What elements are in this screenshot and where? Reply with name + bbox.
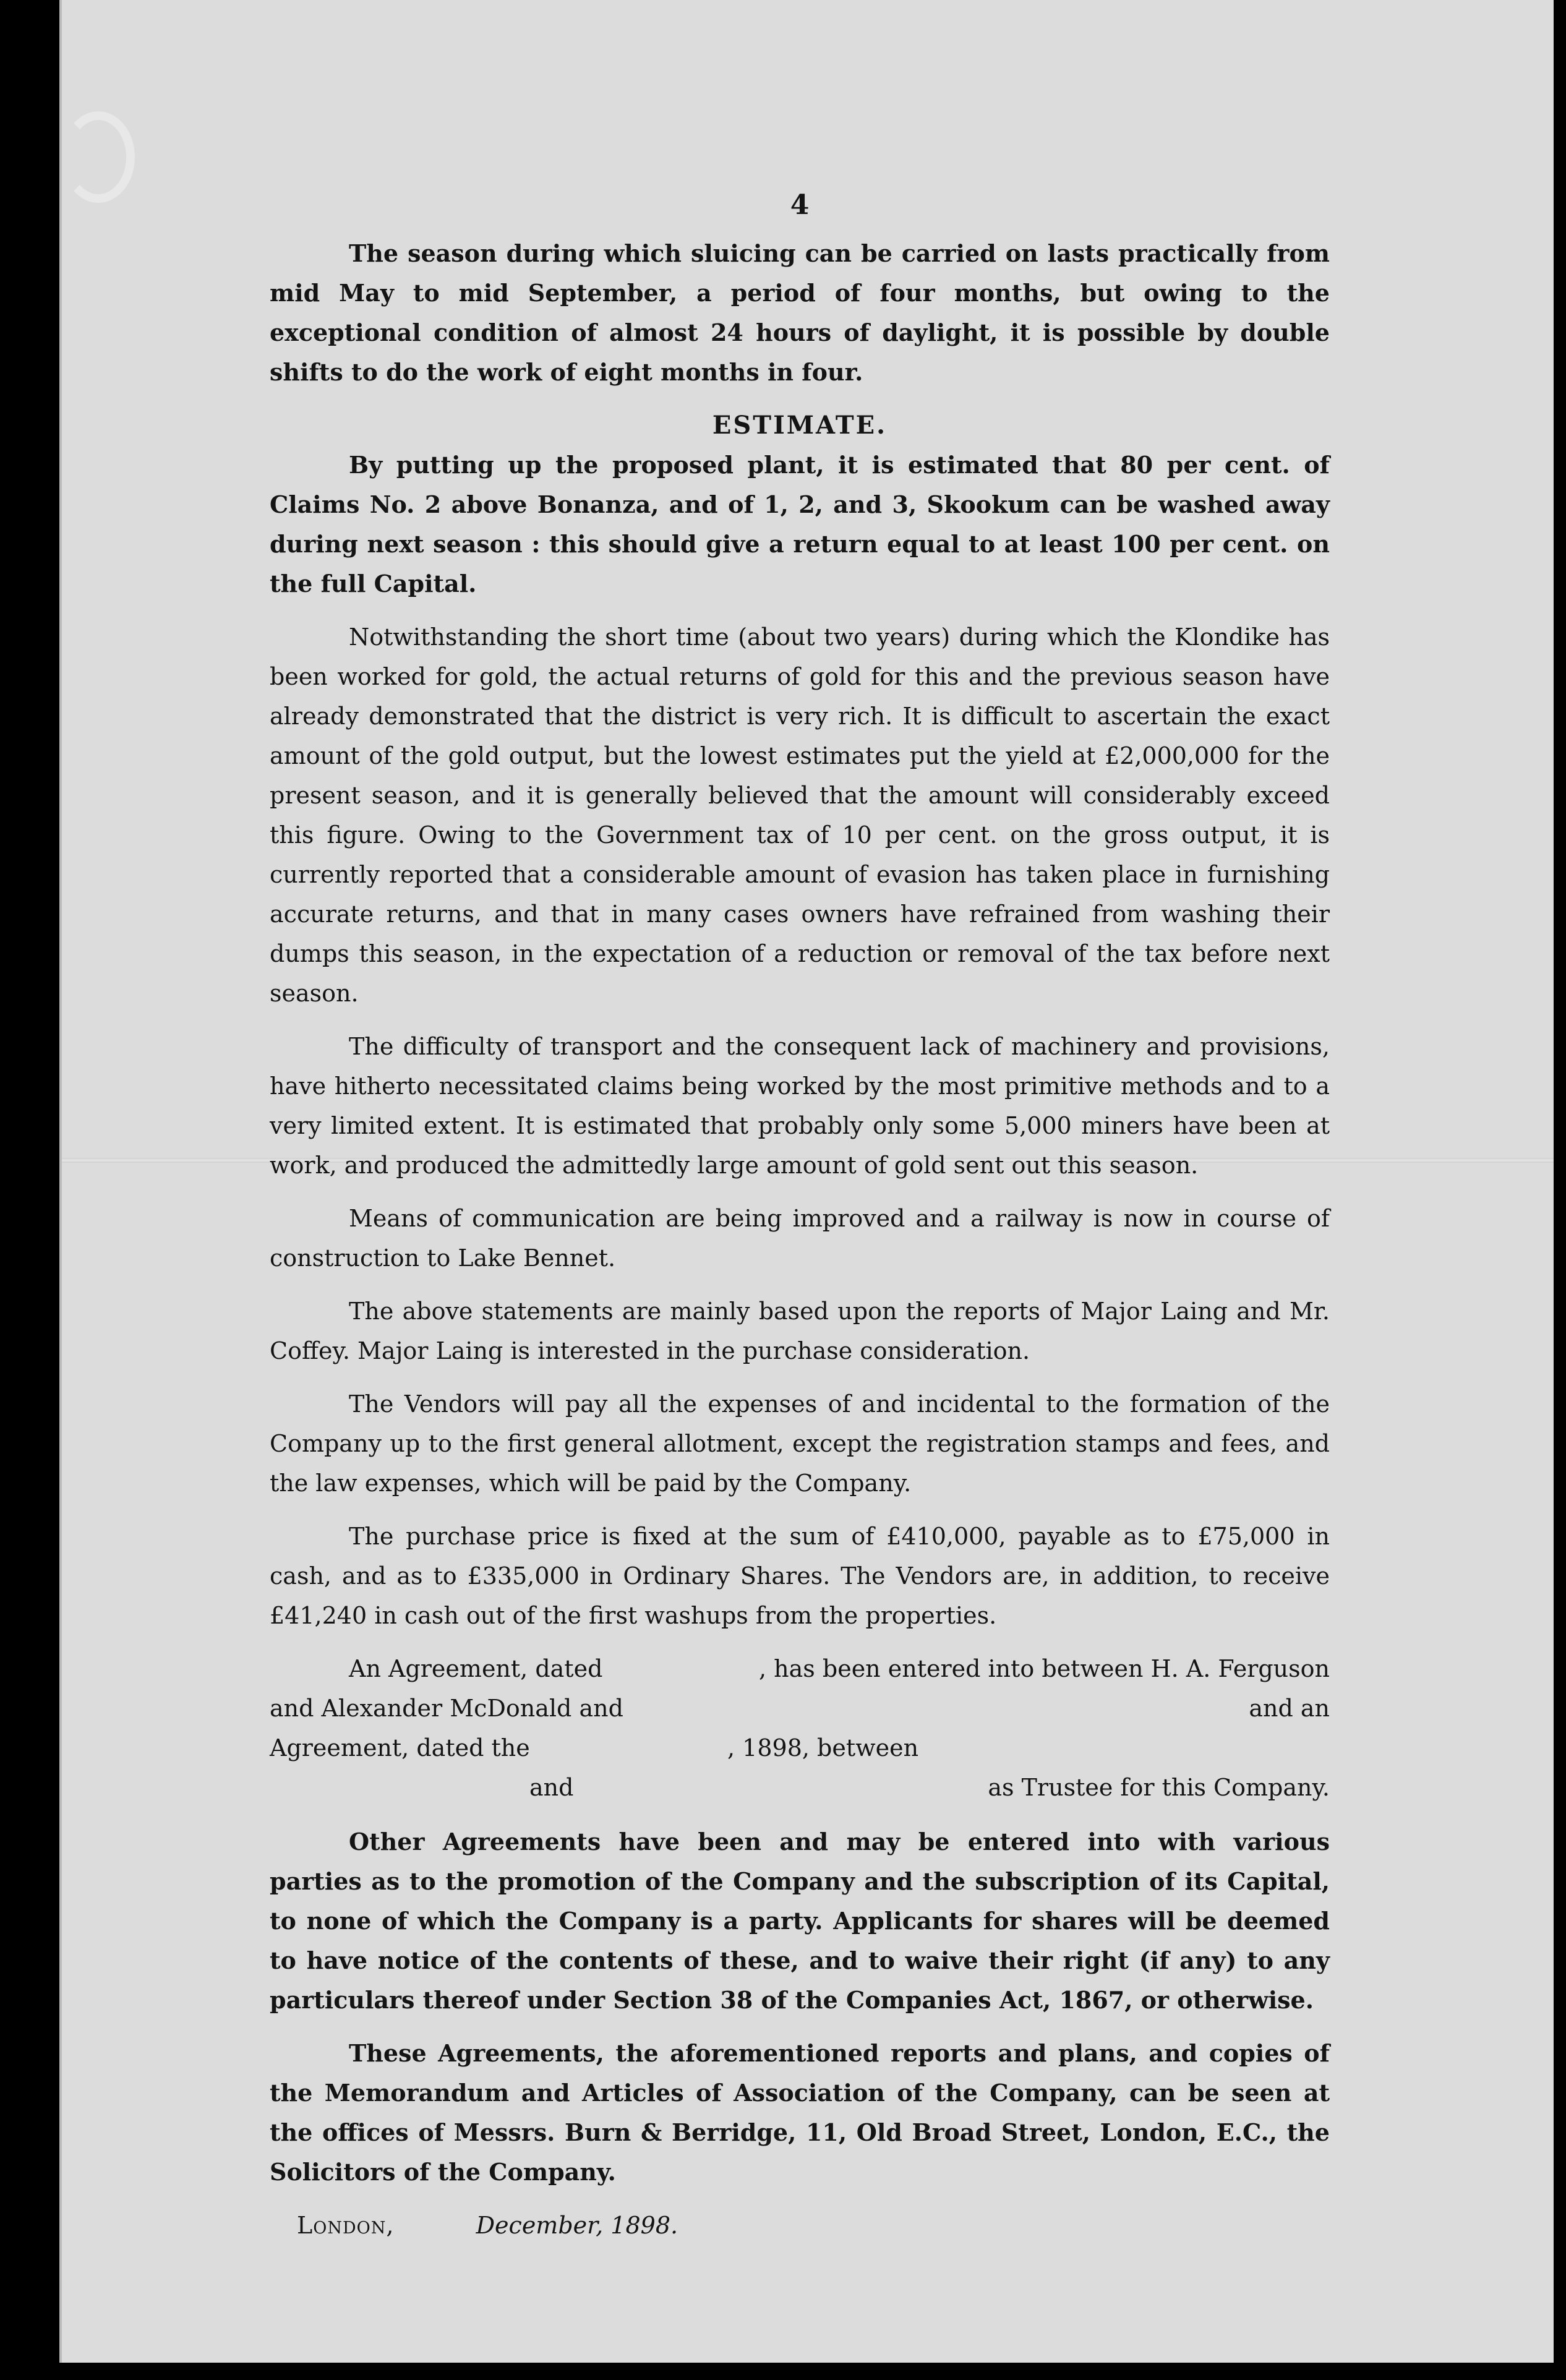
document-body bbox=[270, 186, 1330, 2245]
paragraph-estimate: By putting up the proposed plant, it is estimated that 80 per cent. of Claims No. 2 above Bonanza, and of 1, 2, and 3, Skookum can be washed away during next season : this should give a return equal to at least 100 per cent. on the full Capital. bbox=[270, 451, 1330, 597]
paragraph-klondike: Notwithstanding the short time (about two years) during which the Klondike has been worked for gold, the actual returns of gold for this and the previous season have already demonstrated that the district is very rich. It is difficult to ascertain the exact amount of the gold output, but the lowest estimates put the yield at £2,000,000 for the present season, and it is generally believed that the amount will considerably exceed this figure. Owing to the Government tax of 10 per cent. on the gross output, it is currently reported that a considerable amount of evasion has taken place in furnishing accurate returns, and that in many cases owners have refrained from washing their dumps this season, in the expectation of a reduction or removal of the tax before next season. bbox=[270, 623, 1330, 1007]
agreement-line-2-start: and Alexander McDonald and bbox=[270, 1695, 623, 1722]
signoff-city: London, bbox=[297, 2212, 395, 2239]
paragraph-other-agreements: Other Agreements have been and may be entered into with various parties as to the promotion of the Company and the subscription of its Capital, to none of which the Company is a party. Applicants for shares will be deemed to have notice of the contents of these, and to waive their right (if any) to any particulars thereof under Section 38 of the Companies Act, 1867, or otherwise. bbox=[270, 1828, 1330, 2014]
agreement-line-3 bbox=[270, 1728, 1330, 1768]
paragraph-vendors-expenses: The Vendors will pay all the expenses of and incidental to the formation of the Company up to the first general allotment, except the registration stamps and fees, and the law expenses, which will be paid by the Company. bbox=[270, 1390, 1330, 1497]
paragraph-transport: The difficulty of transport and the consequent lack of machinery and provisions, have hitherto necessitated claims being worked by the most primitive methods and to a very limited extent. It is estimated that probably only some 5,000 miners have been at work, and produced the admittedly large amount of gold sent out this season. bbox=[270, 1033, 1330, 1179]
paragraph-documents: These Agreements, the aforementioned reports and plans, and copies of the Memorandum and Articles of Association of the Company, can be seen at the offices of Messrs. Burn & Berridge, 11, Old Broad Street, London, E.C., the Solicitors of the Company. bbox=[270, 2039, 1330, 2186]
agreement-line-1-start: An Agreement, dated bbox=[349, 1655, 603, 1682]
signoff-date: December, 1898. bbox=[476, 2212, 678, 2239]
agreement-line-4-start: and bbox=[529, 1774, 574, 1801]
paragraph-purchase-price: The purchase price is fixed at the sum of £410,000, payable as to £75,000 in cash, and as to £335,000 in Ordinary Shares. The Vendors are, in addition, to receive £41,240 in cash out of the first washups from the properties. bbox=[270, 1523, 1330, 1629]
agreement-line-1-end: , has been entered into between H. A. Ferguson bbox=[759, 1655, 1330, 1682]
agreement-block bbox=[270, 1649, 1330, 1807]
estimate-heading: ESTIMATE. bbox=[712, 411, 888, 440]
binder-hole-mark bbox=[62, 111, 135, 203]
agreement-line-3-end: , 1898, between bbox=[727, 1734, 919, 1761]
agreement-line-2 bbox=[270, 1689, 1330, 1728]
agreement-line-3-start: Agreement, dated the bbox=[270, 1734, 530, 1761]
signoff bbox=[270, 2206, 1330, 2245]
agreement-line-2-end: and an bbox=[1249, 1695, 1330, 1722]
agreement-line-4-end: as Trustee for this Company. bbox=[988, 1774, 1330, 1801]
paragraph-communication: Means of communication are being improved and a railway is now in course of construction to Lake Bennet. bbox=[270, 1205, 1330, 1272]
paragraph-season: The season during which sluicing can be carried on lasts practically from mid May to mid September, a period of four months, but owing to the exceptional condition of almost 24 hours of daylight, it is possible by double shifts to do the work of eight months in four. bbox=[270, 239, 1330, 386]
agreement-line-1 bbox=[270, 1649, 1330, 1689]
agreement-line-4 bbox=[270, 1768, 1330, 1807]
paragraph-statements: The above statements are mainly based upon the reports of Major Laing and Mr. Coffey. Major Laing is interested in the purchase consideration. bbox=[270, 1298, 1330, 1364]
page-number: 4 bbox=[790, 189, 810, 221]
